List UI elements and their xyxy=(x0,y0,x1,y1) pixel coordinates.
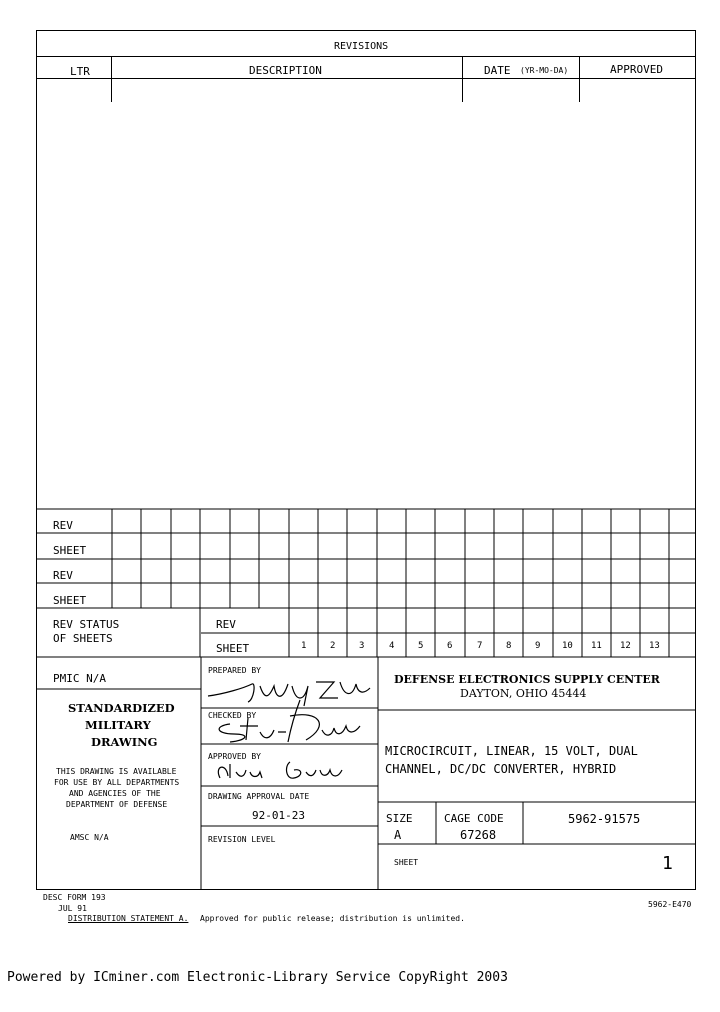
sheet-number: 1 xyxy=(301,641,307,651)
row-rev-label: REV xyxy=(53,519,73,532)
sheet-number: 13 xyxy=(649,641,660,651)
sheet-number: 4 xyxy=(389,641,395,651)
approval-date-label: DRAWING APPROVAL DATE xyxy=(208,792,310,801)
of-sheets-label: OF SHEETS xyxy=(53,632,113,645)
standardized-line2: MILITARY xyxy=(85,718,151,732)
cage-code-label: CAGE CODE xyxy=(444,812,504,825)
col-ltr-header: LTR xyxy=(70,65,90,78)
approval-date-value: 92-01-23 xyxy=(252,809,305,822)
availability-line4: DEPARTMENT OF DEFENSE xyxy=(66,800,168,809)
drawing-number: 5962-91575 xyxy=(568,812,641,826)
checked-by-label: CHECKED BY xyxy=(208,711,257,720)
row-sheet-label: SHEET xyxy=(216,642,250,655)
agency-location: DAYTON, OHIO 45444 xyxy=(460,687,587,700)
approved-by-signature xyxy=(206,756,356,786)
amsc-label: AMSC N/A xyxy=(70,833,109,842)
pmic-label: PMIC N/A xyxy=(53,672,106,685)
size-label: SIZE xyxy=(386,812,413,825)
sheet-number: 12 xyxy=(620,641,631,651)
size-value: A xyxy=(394,828,402,842)
form-date: JUL 91 xyxy=(58,904,87,913)
cage-code-value: 67268 xyxy=(460,828,497,842)
col-date-format: (YR-MO-DA) xyxy=(520,66,569,75)
sheet-number: 3 xyxy=(359,641,365,651)
rev-status-label: REV STATUS xyxy=(53,618,120,631)
form-code: 5962-E470 xyxy=(648,900,692,909)
col-description-header: DESCRIPTION xyxy=(249,64,322,77)
availability-line1: THIS DRAWING IS AVAILABLE xyxy=(56,767,177,776)
distribution-label: DISTRIBUTION STATEMENT A. xyxy=(68,914,189,923)
sheet-number: 11 xyxy=(591,641,602,651)
sheet-number: 10 xyxy=(562,641,573,651)
sheet-number: 6 xyxy=(447,641,453,651)
agency-name: DEFENSE ELECTRONICS SUPPLY CENTER xyxy=(394,673,660,686)
sheet-number: 2 xyxy=(330,641,336,651)
sheet-number: 7 xyxy=(477,641,483,651)
standardized-line3: DRAWING xyxy=(91,735,158,749)
row-sheet-label: SHEET xyxy=(53,594,87,607)
approved-by-label: APPROVED BY xyxy=(208,752,261,761)
revisions-title: REVISIONS xyxy=(334,41,389,52)
watermark: Powered by ICminer.com Electronic-Library Service CopyRight 2003 xyxy=(7,970,508,985)
prepared-by-label: PREPARED BY xyxy=(208,666,261,675)
sheet-number: 5 xyxy=(418,641,424,651)
standardized-line1: STANDARDIZED xyxy=(68,701,175,715)
availability-line2: FOR USE BY ALL DEPARTMENTS xyxy=(54,778,180,787)
row-sheet-label: SHEET xyxy=(53,544,87,557)
sheet-number: 8 xyxy=(506,641,512,651)
form-number: DESC FORM 193 xyxy=(43,893,106,902)
col-approved-header: APPROVED xyxy=(610,63,663,76)
availability-line3: AND AGENCIES OF THE xyxy=(69,789,161,798)
sheet-number: 9 xyxy=(535,641,541,651)
row-rev-label: REV xyxy=(53,569,73,582)
sheet-value: 1 xyxy=(662,853,673,874)
revision-level-label: REVISION LEVEL xyxy=(208,835,276,844)
checked-by-signature xyxy=(210,696,370,744)
drawing-title-line1: MICROCIRCUIT, LINEAR, 15 VOLT, DUAL xyxy=(385,744,638,758)
sheet-label: SHEET xyxy=(394,858,419,867)
drawing-title-line2: CHANNEL, DC/DC CONVERTER, HYBRID xyxy=(385,762,617,776)
col-date-header: DATE xyxy=(484,64,511,77)
row-rev-label: REV xyxy=(216,618,236,631)
distribution-text: Approved for public release; distribution is unlimited. xyxy=(200,914,465,923)
